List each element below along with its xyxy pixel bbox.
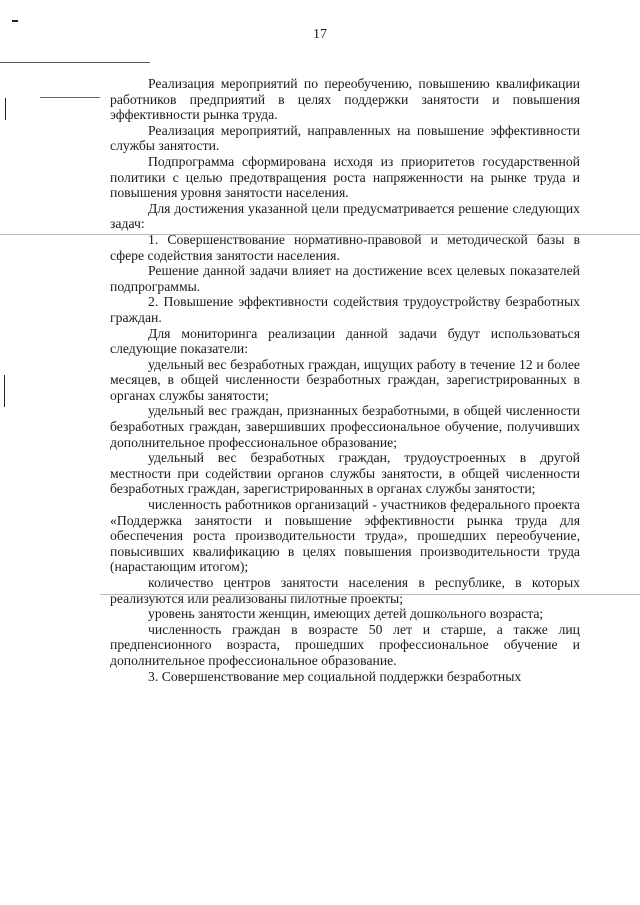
scan-mark-top-left — [12, 20, 18, 22]
page-number: 17 — [313, 27, 327, 42]
paragraph: Реализация мероприятий, направленных на повышение эффективности службы занятости. — [110, 122, 580, 154]
paragraph: Решение данной задачи влияет на достижение всех целевых показателей подпрограммы. — [110, 263, 580, 294]
scan-edge-left-2 — [4, 375, 5, 407]
paragraph: Для достижения указанной цели предусматривается решение следующих задач: — [110, 200, 580, 232]
list-item: количество центров занятости населения в республике, в которых реализуются или реализованы пилотные проекты; — [110, 575, 580, 606]
paragraph: Реализация мероприятий по переобучению, повышению квалификации работников предприятий в целях поддержки занятости и повышения эффективности рынка труда. — [110, 76, 580, 123]
paragraph: 1. Совершенствование нормативно-правовой и методической базы в сфере содействия занятости населения. — [110, 231, 580, 263]
list-item: численность работников организаций - участников федерального проекта «Поддержка занятости и повышение эффективности рынка труда для обеспечения роста производительности труда», прошедших переобучение, повысивших квалификацию в целях повышения производительности труда (нарастающим итогом); — [110, 497, 580, 575]
list-item: уровень занятости женщин, имеющих детей дошкольного возраста; — [148, 606, 544, 622]
list-item: удельный вес безработных граждан, трудоустроенных в другой местности при содействии органов службы занятости, в общей численности безработных граждан, зарегистрированных в органах службы занятости; — [110, 450, 580, 497]
paragraph: Подпрограмма сформирована исходя из приоритетов государственной политики с целью предотвращения роста напряженности на рынке труда и повышения уровня занятости населения. — [110, 153, 580, 201]
paragraph: Для мониторинга реализации данной задачи будут использоваться следующие показатели: — [110, 325, 580, 357]
document-body — [110, 76, 580, 684]
scan-line-left-2 — [40, 97, 100, 98]
list-item: численность граждан в возрасте 50 лет и старше, а также лиц предпенсионного возраста, прошедших профессиональное обучение и дополнительное профессиональное образование. — [110, 621, 580, 668]
paragraph: 2. Повышение эффективности содействия трудоустройству безработных граждан. — [110, 294, 580, 325]
scan-line-left-1 — [0, 62, 150, 63]
list-item: удельный вес безработных граждан, ищущих работу в течение 12 и более месяцев, в общей численности безработных граждан, зарегистрированных в органах службы занятости; — [110, 356, 580, 403]
paragraph: 3. Совершенствование мер социальной поддержки безработных — [148, 668, 522, 684]
list-item: удельный вес граждан, признанных безработными, в общей численности безработных граждан, завершивших профессиональное обучение, получивших дополнительное профессиональное образование; — [110, 403, 580, 450]
scan-edge-left-1 — [5, 98, 6, 120]
